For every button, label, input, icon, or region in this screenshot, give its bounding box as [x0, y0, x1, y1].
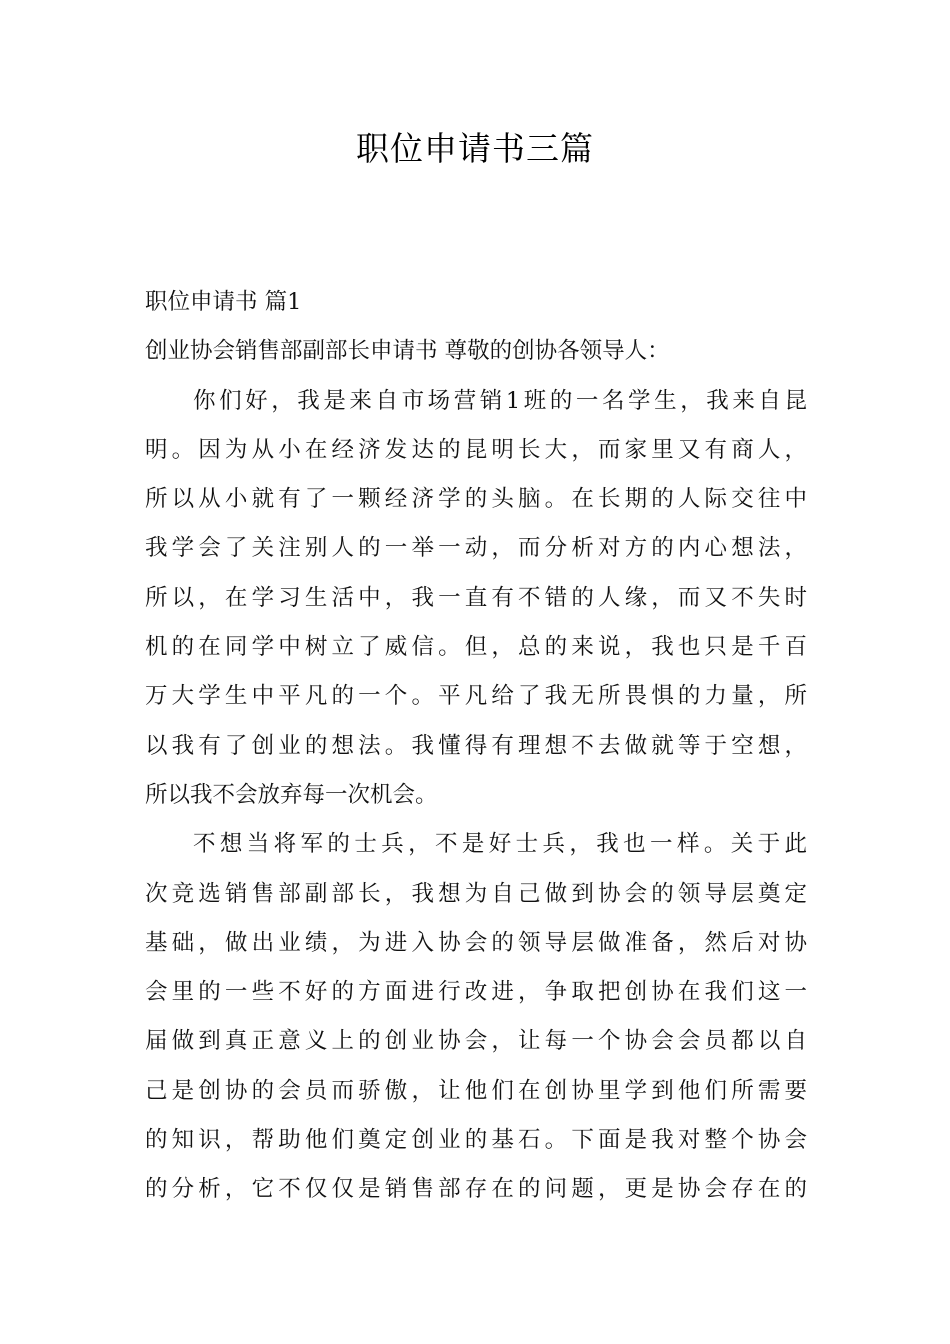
text-line: 次竞选销售部副部长，我想为自己做到协会的领导层奠定	[145, 880, 807, 907]
text-line: 所以，在学习生活中，我一直有不错的人缘，而又不失时	[145, 584, 807, 611]
document-title: 职位申请书三篇	[356, 129, 594, 168]
text-line: 届做到真正意义上的创业协会，让每一个协会会员都以自	[145, 1028, 807, 1055]
text-line: 基础，做出业绩，为进入协会的领导层做准备，然后对协	[145, 929, 807, 956]
text-line: 己是创协的会员而骄傲，让他们在创协里学到他们所需要	[145, 1077, 807, 1104]
text-line: 不想当将军的士兵，不是好士兵，我也一样。关于此	[193, 831, 807, 858]
text-line: 以我有了创业的想法。我懂得有理想不去做就等于空想，	[145, 732, 807, 759]
text-line: 的分析，它不仅仅是销售部存在的问题，更是协会存在的	[145, 1176, 807, 1203]
text-line: 你们好，我是来自市场营销1班的一名学生，我来自昆	[193, 387, 807, 414]
text-line: 万大学生中平凡的一个。平凡给了我无所畏惧的力量，所	[145, 683, 807, 710]
text-line: 明。因为从小在经济发达的昆明长大，而家里又有商人，	[145, 436, 807, 463]
text-line: 所以我不会放弃每一次机会。	[145, 781, 438, 808]
text-line: 我学会了关注别人的一举一动，而分析对方的内心想法，	[145, 535, 807, 562]
text-line: 机的在同学中树立了威信。但，总的来说，我也只是千百	[145, 634, 807, 661]
letter-heading: 创业协会销售部副部长申请书 尊敬的创协各领导人：	[145, 338, 670, 365]
text-line: 会里的一些不好的方面进行改进，争取把创协在我们这一	[145, 979, 807, 1006]
document-body	[145, 278, 807, 1215]
text-line: 的知识，帮助他们奠定创业的基石。下面是我对整个协会	[145, 1127, 807, 1154]
paragraph-1	[145, 377, 807, 821]
section-heading: 职位申请书 篇1	[145, 289, 302, 315]
text-line: 所以从小就有了一颗经济学的头脑。在长期的人际交往中	[145, 486, 807, 513]
paragraph-2	[145, 820, 807, 1214]
